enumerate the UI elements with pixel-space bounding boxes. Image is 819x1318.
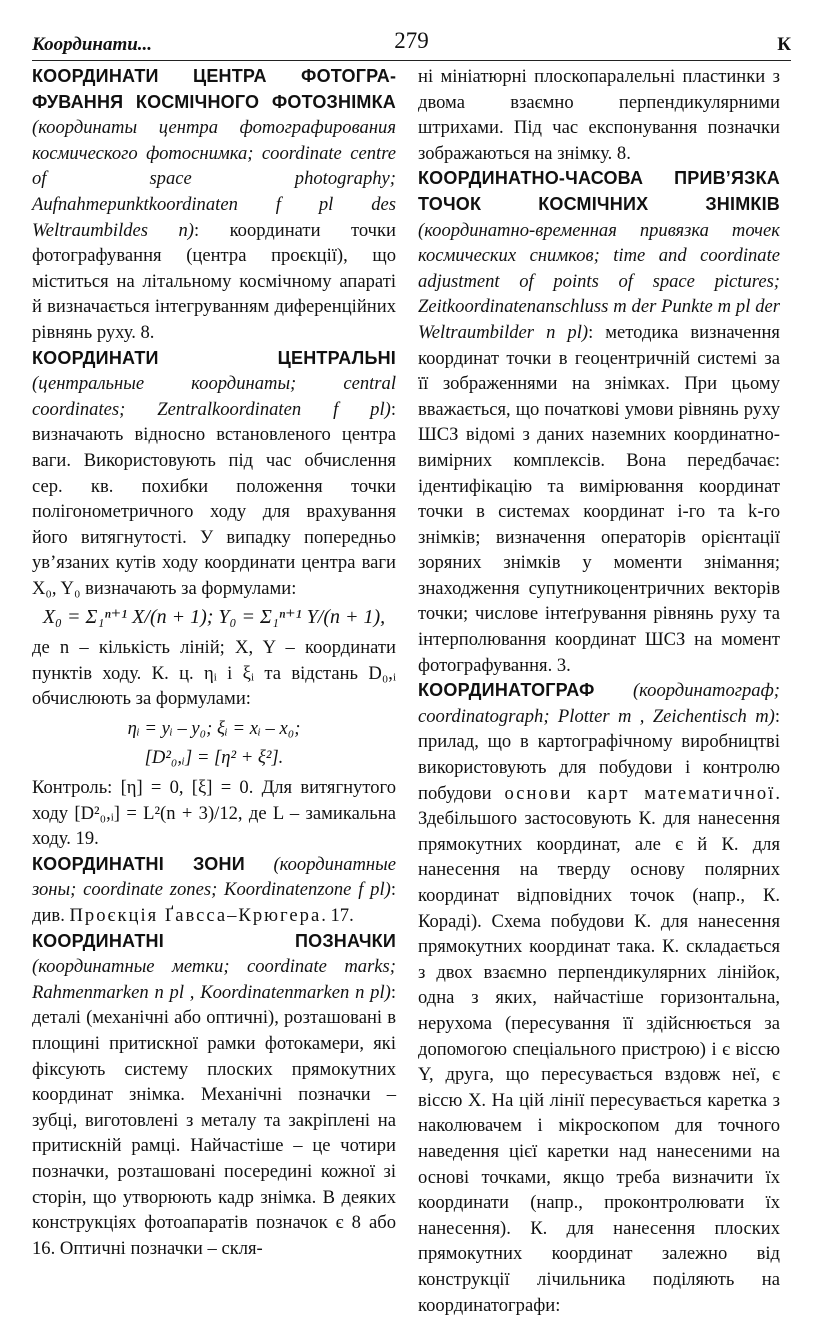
entry-body-continuation: де n – кількість ліній; X, Y – координати пунктів ходу. К. ц. ηᵢ і ξᵢ та відстань D₀,ᵢ обчислюють за формулами: [32,637,396,710]
entry-body: : визначають відносно встановленого центра ваги. Використовують під час обчислення сер. кв. похибки положення точки полігонометричного ходу для врахування його витягнутості. У випадку попередньо ув’язаних кутів ходу координати центра ваги X₀, Y₀ визначають за формулами: [32,398,396,599]
entry-terms: (центральные координаты; central coordinates; Zentralkoordinaten f pl) [32,373,396,420]
right-column [418,64,780,1316]
entry-terms: (координатные зоны; coordinate zones; Koordinatenzone f pl) [32,853,396,901]
entry-body: : деталі (механічні або оптичні), розташовані в площині притискної рамки фотокамери, які фіксують систему плоских прямокутних координат знімка. Механічні позначки – зубці, виготовлені з металу та закріплені на притискній рамці. Найчастіше – це чотири позначки, розташовані посередині кожної зі сторін, що утворюють кадр знімка. В деяких конструкціях фотоапаратів позначок є 8 або 16. Оптичні позначки – скля- [32,981,396,1259]
entry-title: КООРДИНАТИ ЦЕНТРА ФОТОГРАФУВАННЯ КОСМІЧНОГО ФОТОЗНІМКА [32,66,396,112]
header-left-keyword: Координати... [32,34,153,55]
entry-central-coordinates [32,346,396,602]
entry-body: : методика визначення координат точки в геоцентричній системі за її зображеннями на знімках. При цьому вважається, що початкові умови рівнянь руху ШСЗ відомі з даних наземних координатно-вимірних комплексів. Вона передбачає: ідентифікацію та вимірювання координат точки в системах координат i-го та k-го знімків; визначення операторів орієнтації зоряних знімків у моменти знімання; знаходження супутникоцентричних векторів точки; числове інтеґрування рівнянь руху та інтерполювання координат ШСЗ на момент фотографування. 3. [418,321,780,676]
entry-coordinate-marks [32,929,396,1262]
entry-coordinate-marks-continuation: ні мініатюрні плоскопаралельні пластинки з двома взаємно перпендикулярними штрихами. Під час експонування позначки зображаються на знімку. 8. [418,66,780,164]
entry-terms: (координаты центра фотографирования космического фотоснимка; coordinate centre of space photography; Aufnahmepunktkoordinaten f pl des Weltraumbildes n) [32,117,396,241]
entry-terms: (координатограф; coordinatograph; Plotter m , Zeichentisch m) [418,680,780,727]
cross-reference: основи карт математичної [504,782,776,804]
formula-distance-sum: [D²₀,ᵢ] = [η² + ξ²]. [144,747,284,769]
entry-terms: (координатно-временная привязка точек космических снимков; time and coordinate adjustment of points of space pictures; Zeitkoordinatenanschluss m der Punkte m pl der Weltraumbilder n pl) [418,219,780,343]
page-number: 279 [394,28,429,53]
left-column [32,64,396,1269]
entry-body-end: . 17. [321,905,354,926]
cross-reference: Проєкція Ґавсса–Крюгера [69,905,322,926]
entry-title: КООРДИНАТНІ ЗОНИ [32,853,245,874]
entry-body-end: . Здебільшого застосовують К. для нанесення прямокутних координат, але є й К. для нанесення на тверду основу полярних координат відповідних точок (напр., К. Кораді). Схема побудови К. для нанесення прямокутних координат така. К. складається з двох взаємно перпендикулярних лінійок, одна з яких, найчастіше горизонтальна, нерухома (пересування її здійснюється за допомогою спеціального пристрою) і є віссю Y, друга, що пересувається вздовж неї, є віссю X. На цій лінії пересувається каретка з наколювачем і мікроскопом для точного наведення цієї каретки над нанесеними на основі точками, якщо треба визначити їх координати (напр., проконтролювати їх нанесення). К. для нанесення плоских прямокутних координат залежно від конструкції лічильника поділяють на координатографи: [418,782,780,1316]
entry-coordinate-zones [32,852,396,929]
formula-eta-xi: ηᵢ = yᵢ – y₀; ξᵢ = xᵢ – x₀; [127,717,301,739]
entry-body: : див. [32,879,396,926]
entry-body-control: Контроль: [η] = 0, [ξ] = 0. Для витягнутого ходу [D²₀,ᵢ] = L²(n + 3)/12, де L – замикальна ходу. 19. [32,777,396,850]
running-header [32,28,791,61]
entry-terms: (координатные метки; coordinate marks; Rahmenmarken n pl , Koordinatenmarken n pl) [32,956,396,1003]
entry-body: : прилад, що в картографічному виробництві використовують для побудови і контролю побудови [418,705,780,804]
entry-title: КООРДИНАТОГРАФ [418,680,595,701]
entry-time-coordinate-adjustment [418,166,780,678]
entry-title: КООРДИНАТНО-ЧАСОВА ПРИВ’ЯЗКА ТОЧОК КОСМІЧНИХ ЗНІМКІВ [418,168,780,214]
entry-coordinatograph [418,678,780,1318]
entry-title: КООРДИНАТИ ЦЕНТРАЛЬНІ [32,347,396,368]
entry-title: КООРДИНАТНІ ПОЗНАЧКИ [32,930,396,951]
entry-body: : координати точки фотографування (центра проєкції), що міститься на літальному космічному апараті й визначається інтегруванням диференційних рівнянь руху. 8. [32,219,396,343]
entry-photo-centre-coordinates [32,64,396,346]
header-right-letter: К [777,34,791,55]
formula-centre-of-gravity: X₀ = Σ₁ⁿ⁺¹ X/(n + 1); Y₀ = Σ₁ⁿ⁺¹ Y/(n + 1), [42,606,386,629]
